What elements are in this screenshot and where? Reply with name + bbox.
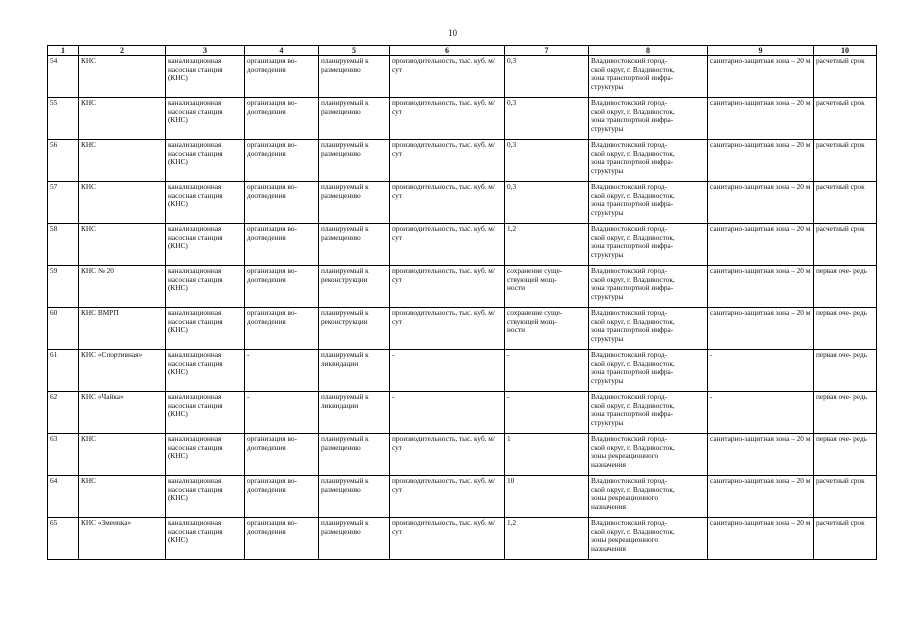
object-name-cell: КНС «Чайка» [79, 392, 166, 434]
characteristic-cell: производительность, тыс. куб. м/сут [390, 266, 505, 308]
location-cell: Владивостокский город- ской округ, г. Владивосток, зона транспортной инфра- структуры [589, 266, 708, 308]
characteristic-value-cell: 0,3 [505, 56, 589, 98]
object-status-cell: планируемый к размещению [319, 434, 390, 476]
object-status-cell: планируемый к реконструкции [319, 308, 390, 350]
characteristic-value-cell: 1 [505, 434, 589, 476]
column-header-3: 3 [166, 46, 245, 56]
location-cell: Владивостокский город- ской округ, г. Владивосток, зоны рекреационного назначения [589, 476, 708, 518]
object-name-cell: КНС «Змеинка» [79, 518, 166, 560]
table-row [48, 56, 877, 98]
row-number-cell: 61 [48, 350, 79, 392]
object-type-cell: канализационная насосная станция (КНС) [166, 308, 245, 350]
object-purpose-cell: организация во- доотведения [245, 266, 319, 308]
characteristic-value-cell: сохранение суще- ствующей мощ- ности [505, 308, 589, 350]
object-name-cell: КНС [79, 476, 166, 518]
object-type-cell: канализационная насосная станция (КНС) [166, 434, 245, 476]
table-row [48, 98, 877, 140]
column-header-7: 7 [505, 46, 589, 56]
table-body [48, 56, 877, 560]
object-purpose-cell: - [245, 392, 319, 434]
object-name-cell: КНС [79, 56, 166, 98]
characteristic-value-cell: 1,2 [505, 224, 589, 266]
implementation-term-cell: расчетный срок [814, 140, 877, 182]
characteristic-cell: производительность, тыс. куб. м/сут [390, 518, 505, 560]
column-header-1: 1 [48, 46, 79, 56]
row-number-cell: 62 [48, 392, 79, 434]
restriction-zone-cell: санитарно-защитная зона – 20 м [708, 518, 814, 560]
object-type-cell: канализационная насосная станция (КНС) [166, 182, 245, 224]
column-header-5: 5 [319, 46, 390, 56]
object-name-cell: КНС [79, 98, 166, 140]
object-name-cell: КНС [79, 224, 166, 266]
characteristic-cell: производительность, тыс. куб. м/сут [390, 182, 505, 224]
location-cell: Владивостокский город- ской округ, г. Владивосток, зона транспортной инфра- структуры [589, 140, 708, 182]
location-cell: Владивостокский город- ской округ, г. Владивосток, зона транспортной инфра- структуры [589, 98, 708, 140]
object-name-cell: КНС [79, 434, 166, 476]
table-row [48, 518, 877, 560]
implementation-term-cell: расчетный срок [814, 224, 877, 266]
row-number-cell: 60 [48, 308, 79, 350]
implementation-term-cell: первая оче- редь [814, 434, 877, 476]
object-name-cell: КНС [79, 182, 166, 224]
table-row [48, 350, 877, 392]
object-purpose-cell: организация во- доотведения [245, 224, 319, 266]
object-status-cell: планируемый к ликвидации [319, 350, 390, 392]
characteristic-value-cell: - [505, 392, 589, 434]
restriction-zone-cell: санитарно-защитная зона – 20 м [708, 308, 814, 350]
table-row [48, 224, 877, 266]
restriction-zone-cell: санитарно-защитная зона – 20 м [708, 224, 814, 266]
row-number-cell: 64 [48, 476, 79, 518]
table-row [48, 266, 877, 308]
table-row [48, 434, 877, 476]
characteristic-cell: производительность, тыс. куб. м/сут [390, 56, 505, 98]
object-status-cell: планируемый к размещению [319, 140, 390, 182]
row-number-cell: 63 [48, 434, 79, 476]
characteristic-cell: производительность, тыс. куб. м/сут [390, 476, 505, 518]
location-cell: Владивостокский город- ской округ, г. Владивосток, зоны рекреационного назначения [589, 434, 708, 476]
location-cell: Владивостокский город- ской округ, г. Владивосток, зона транспортной инфра- структуры [589, 392, 708, 434]
implementation-term-cell: первая оче- редь [814, 308, 877, 350]
restriction-zone-cell: санитарно-защитная зона – 20 м [708, 434, 814, 476]
restriction-zone-cell: санитарно-защитная зона – 20 м [708, 266, 814, 308]
implementation-term-cell: первая оче- редь [814, 350, 877, 392]
restriction-zone-cell: санитарно-защитная зона – 20 м [708, 56, 814, 98]
characteristic-cell: производительность, тыс. куб. м/сут [390, 140, 505, 182]
implementation-term-cell: расчетный срок [814, 182, 877, 224]
restriction-zone-cell: санитарно-защитная зона – 20 м [708, 140, 814, 182]
object-purpose-cell: организация во- доотведения [245, 308, 319, 350]
location-cell: Владивостокский город- ской округ, г. Владивосток, зоны рекреационного назначения [589, 518, 708, 560]
row-number-cell: 54 [48, 56, 79, 98]
table-row [48, 140, 877, 182]
row-number-cell: 58 [48, 224, 79, 266]
characteristic-cell: производительность, тыс. куб. м/сут [390, 98, 505, 140]
column-header-2: 2 [79, 46, 166, 56]
object-purpose-cell: организация во- доотведения [245, 98, 319, 140]
object-name-cell: КНС [79, 140, 166, 182]
characteristic-cell: производительность, тыс. куб. м/сут [390, 224, 505, 266]
object-purpose-cell: - [245, 350, 319, 392]
characteristic-value-cell: 0,3 [505, 98, 589, 140]
row-number-cell: 55 [48, 98, 79, 140]
column-header-10: 10 [814, 46, 877, 56]
object-type-cell: канализационная насосная станция (КНС) [166, 224, 245, 266]
row-number-cell: 56 [48, 140, 79, 182]
object-purpose-cell: организация во- доотведения [245, 182, 319, 224]
object-name-cell: КНС ВМРП [79, 308, 166, 350]
column-header-9: 9 [708, 46, 814, 56]
page-number: 10 [448, 28, 457, 38]
characteristic-value-cell: 1,2 [505, 518, 589, 560]
characteristic-value-cell: - [505, 350, 589, 392]
object-status-cell: планируемый к размещению [319, 224, 390, 266]
object-status-cell: планируемый к размещению [319, 476, 390, 518]
object-purpose-cell: организация во- доотведения [245, 56, 319, 98]
implementation-term-cell: расчетный срок [814, 518, 877, 560]
implementation-term-cell: первая оче- редь [814, 266, 877, 308]
characteristic-cell: - [390, 392, 505, 434]
object-status-cell: планируемый к размещению [319, 518, 390, 560]
row-number-cell: 59 [48, 266, 79, 308]
characteristic-cell: - [390, 350, 505, 392]
implementation-term-cell: первая оче- редь [814, 392, 877, 434]
object-purpose-cell: организация во- доотведения [245, 434, 319, 476]
location-cell: Владивостокский город- ской округ, г. Владивосток, зона транспортной инфра- структуры [589, 350, 708, 392]
characteristic-cell: производительность, тыс. куб. м/сут [390, 434, 505, 476]
object-status-cell: планируемый к размещению [319, 98, 390, 140]
location-cell: Владивостокский город- ской округ, г. Владивосток, зона транспортной инфра- структуры [589, 224, 708, 266]
column-header-8: 8 [589, 46, 708, 56]
table-row [48, 476, 877, 518]
column-header-4: 4 [245, 46, 319, 56]
object-purpose-cell: организация во- доотведения [245, 140, 319, 182]
restriction-zone-cell: - [708, 350, 814, 392]
restriction-zone-cell: санитарно-защитная зона – 20 м [708, 98, 814, 140]
characteristic-value-cell: 0,3 [505, 140, 589, 182]
table-row [48, 308, 877, 350]
location-cell: Владивостокский город- ской округ, г. Владивосток, зона транспортной инфра- структуры [589, 56, 708, 98]
object-type-cell: канализационная насосная станция (КНС) [166, 392, 245, 434]
object-status-cell: планируемый к размещению [319, 182, 390, 224]
characteristic-value-cell: сохранение суще- ствующей мощ- ности [505, 266, 589, 308]
table-header [48, 46, 877, 56]
characteristic-value-cell: 0,3 [505, 182, 589, 224]
object-purpose-cell: организация во- доотведения [245, 518, 319, 560]
objects-table [47, 45, 877, 560]
characteristic-cell: производительность, тыс. куб. м/сут [390, 308, 505, 350]
header-row [48, 46, 877, 56]
object-type-cell: канализационная насосная станция (КНС) [166, 140, 245, 182]
object-type-cell: канализационная насосная станция (КНС) [166, 56, 245, 98]
object-status-cell: планируемый к реконструкции [319, 266, 390, 308]
table-row [48, 182, 877, 224]
object-type-cell: канализационная насосная станция (КНС) [166, 350, 245, 392]
location-cell: Владивостокский город- ской округ, г. Владивосток, зона транспортной инфра- структуры [589, 182, 708, 224]
object-type-cell: канализационная насосная станция (КНС) [166, 266, 245, 308]
object-status-cell: планируемый к ликвидации [319, 392, 390, 434]
restriction-zone-cell: санитарно-защитная зона – 20 м [708, 476, 814, 518]
implementation-term-cell: расчетный срок [814, 476, 877, 518]
characteristic-value-cell: 10 [505, 476, 589, 518]
row-number-cell: 57 [48, 182, 79, 224]
column-header-6: 6 [390, 46, 505, 56]
table-row [48, 392, 877, 434]
row-number-cell: 65 [48, 518, 79, 560]
object-name-cell: КНС № 20 [79, 266, 166, 308]
restriction-zone-cell: - [708, 392, 814, 434]
location-cell: Владивостокский город- ской округ, г. Владивосток, зона транспортной инфра- структуры [589, 308, 708, 350]
object-type-cell: канализационная насосная станция (КНС) [166, 476, 245, 518]
object-type-cell: канализационная насосная станция (КНС) [166, 98, 245, 140]
implementation-term-cell: расчетный срок [814, 56, 877, 98]
object-type-cell: канализационная насосная станция (КНС) [166, 518, 245, 560]
object-purpose-cell: организация во- доотведения [245, 476, 319, 518]
object-status-cell: планируемый к размещению [319, 56, 390, 98]
implementation-term-cell: расчетный срок [814, 98, 877, 140]
object-name-cell: КНС «Спортивная» [79, 350, 166, 392]
restriction-zone-cell: санитарно-защитная зона – 20 м [708, 182, 814, 224]
